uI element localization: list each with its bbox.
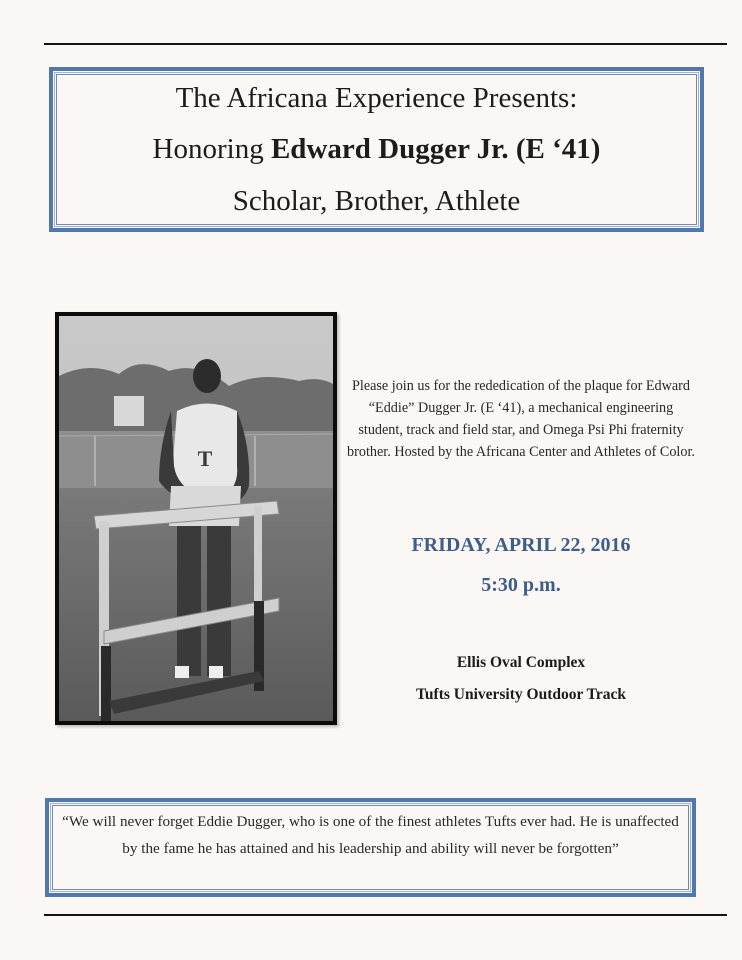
honoree-line xyxy=(53,132,700,166)
venue-name: Ellis Oval Complex xyxy=(456,654,586,671)
quote-box xyxy=(45,798,696,897)
honoree-name: Edward Dugger Jr. (E ‘41) xyxy=(270,133,601,165)
athlete-photo xyxy=(55,312,337,725)
event-date: FRIDAY, APRIL 22, 2016 xyxy=(411,534,631,556)
jersey-letter: T xyxy=(197,446,213,471)
event-description: Please join us for the rededication of the plaque for Edward “Eddie” Dugger Jr. (E ‘41), a mechanical engineering student, track and field star, and Omega Psi Phi fraternity brother. Hosted by the Africana Center and Athletes of Color. xyxy=(347,378,695,460)
top-divider xyxy=(44,43,727,45)
tagline: Scholar, Brother, Athlete xyxy=(232,185,521,217)
venue-location: Tufts University Outdoor Track xyxy=(416,686,626,703)
title-box xyxy=(49,67,704,232)
athlete-photo-image xyxy=(59,316,333,721)
event-time: 5:30 p.m. xyxy=(481,574,561,596)
presenter-line: The Africana Experience Presents: xyxy=(175,82,578,114)
bottom-divider xyxy=(44,914,727,916)
quote-text: “We will never forget Eddie Dugger, who is one of the finest athletes Tufts ever had. He is unaffected by the fame he has attained and his leadership and ability will never be forgotten” xyxy=(62,813,679,857)
honoring-text: Honoring xyxy=(152,133,271,165)
